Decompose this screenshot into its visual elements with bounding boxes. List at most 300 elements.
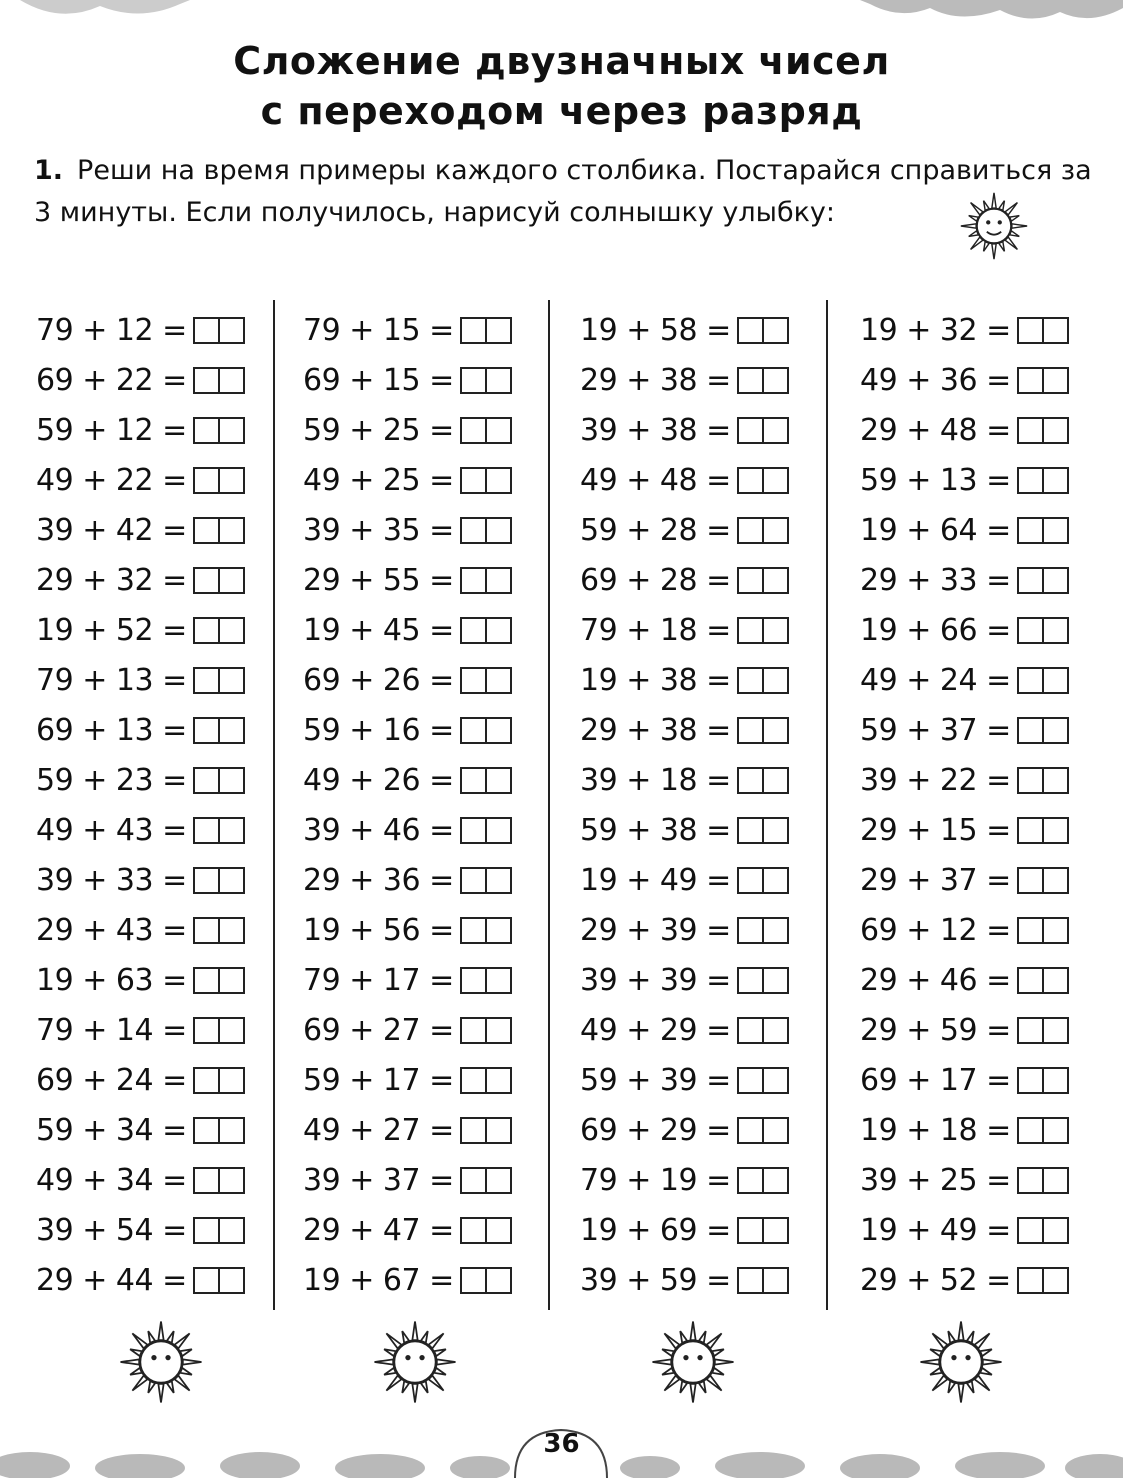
answer-digit-box[interactable] <box>460 917 487 944</box>
answer-digit-box[interactable] <box>762 917 789 944</box>
answer-boxes[interactable] <box>1017 1117 1069 1144</box>
answer-boxes[interactable] <box>737 317 789 344</box>
example-expression: 59 + 25 = <box>303 412 454 448</box>
answer-boxes[interactable] <box>1017 1217 1069 1244</box>
answer-digit-box[interactable] <box>485 967 512 994</box>
answer-digit-box[interactable] <box>460 617 487 644</box>
answer-boxes[interactable] <box>1017 717 1069 744</box>
answer-digit-box[interactable] <box>1017 917 1044 944</box>
answer-digit-box[interactable] <box>1017 767 1044 794</box>
examples-column-3 <box>580 305 789 1305</box>
answer-digit-box[interactable] <box>218 417 245 444</box>
answer-digit-box[interactable] <box>485 867 512 894</box>
answer-digit-box[interactable] <box>218 767 245 794</box>
example-row <box>303 605 512 655</box>
example-row <box>303 955 512 1005</box>
answer-digit-box[interactable] <box>737 1167 764 1194</box>
answer-digit-box[interactable] <box>485 1017 512 1044</box>
answer-digit-box[interactable] <box>1042 867 1069 894</box>
example-expression: 39 + 35 = <box>303 512 454 548</box>
answer-boxes[interactable] <box>737 617 789 644</box>
task-text: Реши на время примеры каждого столбика. Постарайся справиться за 3 минуты. Если получилось, нарисуй солнышку улыбку: <box>34 155 1092 228</box>
answer-boxes[interactable] <box>1017 417 1069 444</box>
example-expression: 79 + 17 = <box>303 962 454 998</box>
example-row <box>860 955 1069 1005</box>
answer-digit-box[interactable] <box>762 567 789 594</box>
answer-digit-box[interactable] <box>460 717 487 744</box>
answer-boxes[interactable] <box>460 1167 512 1194</box>
answer-boxes[interactable] <box>193 717 245 744</box>
answer-digit-box[interactable] <box>460 1017 487 1044</box>
answer-digit-box[interactable] <box>460 1067 487 1094</box>
answer-digit-box[interactable] <box>762 767 789 794</box>
answer-boxes[interactable] <box>460 467 512 494</box>
answer-boxes[interactable] <box>737 767 789 794</box>
example-expression: 39 + 37 = <box>303 1162 454 1198</box>
example-expression: 19 + 67 = <box>303 1262 454 1298</box>
answer-digit-box[interactable] <box>460 1167 487 1194</box>
answer-boxes[interactable] <box>460 367 512 394</box>
answer-boxes[interactable] <box>460 617 512 644</box>
answer-boxes[interactable] <box>1017 817 1069 844</box>
example-row <box>36 1255 245 1305</box>
answer-boxes[interactable] <box>460 717 512 744</box>
answer-digit-box[interactable] <box>485 667 512 694</box>
answer-boxes[interactable] <box>1017 1167 1069 1194</box>
answer-digit-box[interactable] <box>762 667 789 694</box>
answer-digit-box[interactable] <box>193 1017 220 1044</box>
answer-digit-box[interactable] <box>762 417 789 444</box>
example-row <box>303 755 512 805</box>
answer-digit-box[interactable] <box>218 1017 245 1044</box>
example-row <box>36 1055 245 1105</box>
answer-digit-box[interactable] <box>218 817 245 844</box>
answer-digit-box[interactable] <box>460 767 487 794</box>
answer-boxes[interactable] <box>460 517 512 544</box>
answer-digit-box[interactable] <box>1042 517 1069 544</box>
sun-face-icon[interactable] <box>117 1318 205 1406</box>
answer-boxes[interactable] <box>193 367 245 394</box>
answer-digit-box[interactable] <box>737 517 764 544</box>
answer-digit-box[interactable] <box>218 1267 245 1294</box>
answer-digit-box[interactable] <box>762 367 789 394</box>
answer-boxes[interactable] <box>193 667 245 694</box>
answer-digit-box[interactable] <box>1042 717 1069 744</box>
answer-boxes[interactable] <box>193 1117 245 1144</box>
answer-digit-box[interactable] <box>762 617 789 644</box>
answer-digit-box[interactable] <box>762 967 789 994</box>
example-row <box>36 1105 245 1155</box>
answer-boxes[interactable] <box>460 667 512 694</box>
answer-digit-box[interactable] <box>485 467 512 494</box>
example-row <box>303 1205 512 1255</box>
answer-boxes[interactable] <box>193 517 245 544</box>
answer-digit-box[interactable] <box>1017 567 1044 594</box>
example-row <box>303 305 512 355</box>
answer-boxes[interactable] <box>737 917 789 944</box>
answer-boxes[interactable] <box>737 1167 789 1194</box>
answer-digit-box[interactable] <box>1042 967 1069 994</box>
answer-boxes[interactable] <box>1017 667 1069 694</box>
answer-digit-box[interactable] <box>1017 867 1044 894</box>
answer-digit-box[interactable] <box>218 517 245 544</box>
answer-digit-box[interactable] <box>218 667 245 694</box>
answer-digit-box[interactable] <box>737 467 764 494</box>
answer-boxes[interactable] <box>737 717 789 744</box>
answer-boxes[interactable] <box>193 867 245 894</box>
answer-digit-box[interactable] <box>485 767 512 794</box>
answer-digit-box[interactable] <box>485 1267 512 1294</box>
answer-digit-box[interactable] <box>485 717 512 744</box>
answer-digit-box[interactable] <box>1042 567 1069 594</box>
answer-digit-box[interactable] <box>762 1167 789 1194</box>
answer-boxes[interactable] <box>737 867 789 894</box>
example-expression: 39 + 38 = <box>580 412 731 448</box>
answer-boxes[interactable] <box>193 967 245 994</box>
answer-digit-box[interactable] <box>737 767 764 794</box>
example-row <box>36 755 245 805</box>
example-expression: 69 + 15 = <box>303 362 454 398</box>
answer-digit-box[interactable] <box>737 567 764 594</box>
example-expression: 59 + 37 = <box>860 712 1011 748</box>
example-expression: 29 + 33 = <box>860 562 1011 598</box>
column-divider <box>826 300 828 1310</box>
answer-digit-box[interactable] <box>1017 1267 1044 1294</box>
example-row <box>580 355 789 405</box>
answer-boxes[interactable] <box>1017 517 1069 544</box>
answer-digit-box[interactable] <box>218 1217 245 1244</box>
answer-digit-box[interactable] <box>218 367 245 394</box>
example-expression: 39 + 18 = <box>580 762 731 798</box>
example-expression: 59 + 23 = <box>36 762 187 798</box>
example-row <box>860 505 1069 555</box>
answer-digit-box[interactable] <box>193 1267 220 1294</box>
answer-digit-box[interactable] <box>193 617 220 644</box>
answer-digit-box[interactable] <box>1042 917 1069 944</box>
examples-column-2 <box>303 305 512 1305</box>
answer-boxes[interactable] <box>1017 867 1069 894</box>
answer-boxes[interactable] <box>460 817 512 844</box>
answer-digit-box[interactable] <box>737 417 764 444</box>
answer-digit-box[interactable] <box>1017 1217 1044 1244</box>
answer-boxes[interactable] <box>737 817 789 844</box>
answer-digit-box[interactable] <box>1042 417 1069 444</box>
answer-digit-box[interactable] <box>1017 1117 1044 1144</box>
answer-digit-box[interactable] <box>193 367 220 394</box>
answer-boxes[interactable] <box>1017 917 1069 944</box>
answer-digit-box[interactable] <box>762 817 789 844</box>
answer-digit-box[interactable] <box>1017 417 1044 444</box>
answer-boxes[interactable] <box>737 1067 789 1094</box>
example-expression: 19 + 52 = <box>36 612 187 648</box>
answer-digit-box[interactable] <box>762 867 789 894</box>
answer-boxes[interactable] <box>1017 317 1069 344</box>
example-row <box>860 605 1069 655</box>
answer-digit-box[interactable] <box>1017 617 1044 644</box>
example-row <box>580 905 789 955</box>
answer-digit-box[interactable] <box>193 1167 220 1194</box>
answer-digit-box[interactable] <box>193 567 220 594</box>
example-row <box>860 1155 1069 1205</box>
answer-digit-box[interactable] <box>1017 1067 1044 1094</box>
answer-digit-box[interactable] <box>460 817 487 844</box>
answer-digit-box[interactable] <box>485 1117 512 1144</box>
example-expression: 39 + 25 = <box>860 1162 1011 1198</box>
answer-digit-box[interactable] <box>1017 467 1044 494</box>
answer-digit-box[interactable] <box>460 867 487 894</box>
answer-digit-box[interactable] <box>762 717 789 744</box>
sun-face-icon[interactable] <box>649 1318 737 1406</box>
answer-digit-box[interactable] <box>737 1117 764 1144</box>
answer-boxes[interactable] <box>737 1267 789 1294</box>
example-expression: 29 + 47 = <box>303 1212 454 1248</box>
answer-digit-box[interactable] <box>1042 617 1069 644</box>
answer-digit-box[interactable] <box>762 317 789 344</box>
answer-digit-box[interactable] <box>485 367 512 394</box>
answer-digit-box[interactable] <box>737 717 764 744</box>
answer-boxes[interactable] <box>460 1217 512 1244</box>
answer-digit-box[interactable] <box>218 717 245 744</box>
example-expression: 69 + 13 = <box>36 712 187 748</box>
answer-boxes[interactable] <box>737 967 789 994</box>
answer-boxes[interactable] <box>460 967 512 994</box>
answer-digit-box[interactable] <box>460 1267 487 1294</box>
answer-digit-box[interactable] <box>1042 317 1069 344</box>
answer-boxes[interactable] <box>193 467 245 494</box>
answer-boxes[interactable] <box>193 1217 245 1244</box>
answer-digit-box[interactable] <box>737 1017 764 1044</box>
answer-digit-box[interactable] <box>193 967 220 994</box>
answer-digit-box[interactable] <box>460 417 487 444</box>
answer-digit-box[interactable] <box>218 467 245 494</box>
page-title <box>0 36 1123 136</box>
example-expression: 19 + 49 = <box>580 862 731 898</box>
answer-digit-box[interactable] <box>460 667 487 694</box>
example-expression: 69 + 22 = <box>36 362 187 398</box>
answer-boxes[interactable] <box>460 417 512 444</box>
answer-digit-box[interactable] <box>485 917 512 944</box>
answer-digit-box[interactable] <box>1017 517 1044 544</box>
answer-digit-box[interactable] <box>485 1217 512 1244</box>
example-expression: 49 + 22 = <box>36 462 187 498</box>
top-decoration <box>0 0 1123 26</box>
answer-digit-box[interactable] <box>218 617 245 644</box>
answer-boxes[interactable] <box>1017 567 1069 594</box>
answer-boxes[interactable] <box>1017 467 1069 494</box>
answer-boxes[interactable] <box>193 1167 245 1194</box>
answer-boxes[interactable] <box>737 667 789 694</box>
answer-digit-box[interactable] <box>1017 367 1044 394</box>
example-row <box>36 705 245 755</box>
answer-digit-box[interactable] <box>1042 767 1069 794</box>
answer-digit-box[interactable] <box>737 967 764 994</box>
example-row <box>580 605 789 655</box>
answer-boxes[interactable] <box>460 317 512 344</box>
answer-digit-box[interactable] <box>762 1267 789 1294</box>
answer-digit-box[interactable] <box>1042 1217 1069 1244</box>
answer-digit-box[interactable] <box>218 317 245 344</box>
answer-boxes[interactable] <box>193 617 245 644</box>
example-row <box>860 1105 1069 1155</box>
answer-digit-box[interactable] <box>737 817 764 844</box>
sun-face-icon[interactable] <box>371 1318 459 1406</box>
answer-boxes[interactable] <box>193 417 245 444</box>
answer-digit-box[interactable] <box>218 1117 245 1144</box>
answer-boxes[interactable] <box>193 567 245 594</box>
answer-digit-box[interactable] <box>1017 667 1044 694</box>
answer-digit-box[interactable] <box>1042 367 1069 394</box>
answer-digit-box[interactable] <box>737 867 764 894</box>
answer-digit-box[interactable] <box>762 1217 789 1244</box>
answer-digit-box[interactable] <box>1017 317 1044 344</box>
answer-digit-box[interactable] <box>1042 667 1069 694</box>
answer-boxes[interactable] <box>737 1117 789 1144</box>
answer-digit-box[interactable] <box>485 617 512 644</box>
answer-digit-box[interactable] <box>193 767 220 794</box>
answer-digit-box[interactable] <box>460 317 487 344</box>
answer-digit-box[interactable] <box>193 817 220 844</box>
example-row <box>36 405 245 455</box>
answer-boxes[interactable] <box>193 1267 245 1294</box>
answer-boxes[interactable] <box>1017 1267 1069 1294</box>
answer-digit-box[interactable] <box>485 1167 512 1194</box>
answer-boxes[interactable] <box>193 817 245 844</box>
example-expression: 69 + 26 = <box>303 662 454 698</box>
answer-digit-box[interactable] <box>485 567 512 594</box>
example-expression: 59 + 16 = <box>303 712 454 748</box>
answer-digit-box[interactable] <box>218 1067 245 1094</box>
answer-digit-box[interactable] <box>1042 1267 1069 1294</box>
answer-boxes[interactable] <box>460 1067 512 1094</box>
answer-digit-box[interactable] <box>737 917 764 944</box>
answer-digit-box[interactable] <box>460 1117 487 1144</box>
answer-digit-box[interactable] <box>737 1067 764 1094</box>
answer-digit-box[interactable] <box>460 967 487 994</box>
answer-boxes[interactable] <box>1017 1067 1069 1094</box>
answer-digit-box[interactable] <box>737 1267 764 1294</box>
answer-boxes[interactable] <box>1017 367 1069 394</box>
answer-digit-box[interactable] <box>193 317 220 344</box>
answer-digit-box[interactable] <box>762 1117 789 1144</box>
answer-boxes[interactable] <box>1017 1017 1069 1044</box>
sun-icon <box>958 190 1030 262</box>
example-row <box>36 1005 245 1055</box>
answer-digit-box[interactable] <box>218 567 245 594</box>
answer-digit-box[interactable] <box>1042 467 1069 494</box>
answer-digit-box[interactable] <box>193 467 220 494</box>
answer-digit-box[interactable] <box>193 417 220 444</box>
answer-digit-box[interactable] <box>193 917 220 944</box>
answer-digit-box[interactable] <box>485 417 512 444</box>
answer-digit-box[interactable] <box>193 667 220 694</box>
answer-digit-box[interactable] <box>737 317 764 344</box>
answer-digit-box[interactable] <box>485 1067 512 1094</box>
answer-boxes[interactable] <box>460 767 512 794</box>
answer-boxes[interactable] <box>193 1017 245 1044</box>
title-line-1: Сложение двузначных чисел <box>233 39 890 83</box>
sun-face-icon[interactable] <box>917 1318 1005 1406</box>
answer-digit-box[interactable] <box>1042 817 1069 844</box>
answer-digit-box[interactable] <box>1017 817 1044 844</box>
answer-digit-box[interactable] <box>737 367 764 394</box>
example-expression: 49 + 27 = <box>303 1112 454 1148</box>
example-expression: 29 + 38 = <box>580 712 731 748</box>
answer-boxes[interactable] <box>193 917 245 944</box>
answer-digit-box[interactable] <box>762 1017 789 1044</box>
answer-digit-box[interactable] <box>485 317 512 344</box>
answer-digit-box[interactable] <box>485 517 512 544</box>
answer-boxes[interactable] <box>1017 967 1069 994</box>
answer-boxes[interactable] <box>460 1017 512 1044</box>
answer-digit-box[interactable] <box>762 1067 789 1094</box>
example-row <box>580 505 789 555</box>
answer-boxes[interactable] <box>460 867 512 894</box>
answer-digit-box[interactable] <box>1042 1067 1069 1094</box>
answer-boxes[interactable] <box>1017 617 1069 644</box>
answer-boxes[interactable] <box>737 567 789 594</box>
answer-boxes[interactable] <box>460 1117 512 1144</box>
answer-digit-box[interactable] <box>218 917 245 944</box>
answer-digit-box[interactable] <box>218 867 245 894</box>
answer-boxes[interactable] <box>737 467 789 494</box>
answer-boxes[interactable] <box>193 317 245 344</box>
example-expression: 19 + 45 = <box>303 612 454 648</box>
answer-boxes[interactable] <box>737 1217 789 1244</box>
answer-digit-box[interactable] <box>1017 717 1044 744</box>
answer-digit-box[interactable] <box>193 517 220 544</box>
answer-digit-box[interactable] <box>193 1067 220 1094</box>
answer-digit-box[interactable] <box>193 1217 220 1244</box>
answer-boxes[interactable] <box>460 567 512 594</box>
answer-digit-box[interactable] <box>737 617 764 644</box>
example-expression: 69 + 28 = <box>580 562 731 598</box>
answer-digit-box[interactable] <box>1017 1167 1044 1194</box>
answer-digit-box[interactable] <box>1017 1017 1044 1044</box>
answer-boxes[interactable] <box>460 917 512 944</box>
answer-digit-box[interactable] <box>218 1167 245 1194</box>
answer-digit-box[interactable] <box>460 567 487 594</box>
answer-digit-box[interactable] <box>1042 1117 1069 1144</box>
answer-digit-box[interactable] <box>193 867 220 894</box>
answer-digit-box[interactable] <box>1042 1017 1069 1044</box>
answer-digit-box[interactable] <box>1042 1167 1069 1194</box>
answer-digit-box[interactable] <box>485 817 512 844</box>
answer-digit-box[interactable] <box>460 467 487 494</box>
answer-boxes[interactable] <box>737 417 789 444</box>
example-expression: 49 + 43 = <box>36 812 187 848</box>
answer-digit-box[interactable] <box>193 1117 220 1144</box>
answer-digit-box[interactable] <box>193 717 220 744</box>
answer-digit-box[interactable] <box>460 517 487 544</box>
answer-boxes[interactable] <box>1017 767 1069 794</box>
answer-boxes[interactable] <box>737 517 789 544</box>
answer-digit-box[interactable] <box>737 667 764 694</box>
answer-digit-box[interactable] <box>737 1217 764 1244</box>
answer-digit-box[interactable] <box>218 967 245 994</box>
answer-digit-box[interactable] <box>762 517 789 544</box>
answer-boxes[interactable] <box>737 367 789 394</box>
answer-boxes[interactable] <box>460 1267 512 1294</box>
example-expression: 49 + 36 = <box>860 362 1011 398</box>
answer-boxes[interactable] <box>193 1067 245 1094</box>
answer-digit-box[interactable] <box>1017 967 1044 994</box>
answer-boxes[interactable] <box>737 1017 789 1044</box>
answer-digit-box[interactable] <box>460 1217 487 1244</box>
example-row <box>580 455 789 505</box>
answer-boxes[interactable] <box>193 767 245 794</box>
answer-digit-box[interactable] <box>762 467 789 494</box>
answer-digit-box[interactable] <box>460 367 487 394</box>
